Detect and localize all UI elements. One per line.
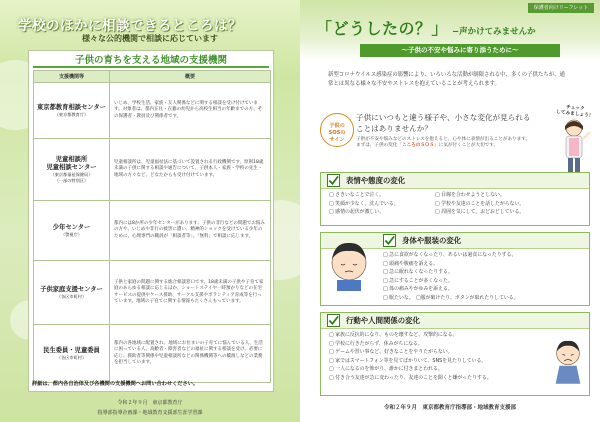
table-header-row bbox=[34, 71, 271, 83]
checklist-item bbox=[329, 341, 545, 347]
org-desc: いじめ、学校生活、家族・友人関係などに関する相談を受け付けています。対象者は、都内在住・在籍の幼児から高校生相当の年齢までの方、その保護者・教員及び関係者です。 bbox=[110, 83, 271, 139]
table-row bbox=[34, 201, 271, 261]
org-name bbox=[34, 325, 110, 383]
checklist-item-label: □ 笑顔が少なく、沈んでいる。 bbox=[329, 200, 399, 207]
checklist-item-label: □ 体の痛みやかゆみを訴える。 bbox=[383, 286, 453, 292]
org-sub: （東京都福祉保健局） （一部の特別区） bbox=[50, 171, 93, 183]
checklist-item-label: □ 学校や友達のことを話したがらない。 bbox=[435, 200, 525, 207]
table-row bbox=[34, 139, 271, 201]
org-sub: （各区市町村） bbox=[56, 293, 87, 299]
checklist-item bbox=[329, 209, 429, 215]
checklist-item bbox=[329, 201, 429, 207]
checklist-item-label: □ 学校に行きたがらず、休みがちになる。 bbox=[329, 340, 423, 347]
checklist-item bbox=[329, 332, 545, 338]
support-institutions-box bbox=[28, 50, 274, 392]
checklist-item-label: □ 急に食欲がなくなったり、あるいは過食になったりする。 bbox=[383, 252, 517, 258]
check-note: チェック してみましょう！ bbox=[555, 105, 594, 119]
card-title: 行動や人間関係の変化 bbox=[346, 316, 420, 325]
org-name bbox=[34, 261, 110, 325]
checklist bbox=[321, 189, 589, 215]
main-title-text: 「どうしたの？」 bbox=[316, 19, 449, 38]
leaflet-tag: 保護者向けリーフレット bbox=[528, 3, 594, 13]
header-org: 支援機関等 bbox=[34, 71, 110, 83]
card-behavior-relationships bbox=[320, 312, 590, 396]
left-title: 学校のほかに相談できるところは？ bbox=[18, 18, 242, 34]
checklist-item-label: □ さきいなことで泣く。 bbox=[329, 192, 384, 198]
subtitle-ribbon: 〜子供の不安や悩みに寄り添うために〜 bbox=[360, 44, 560, 57]
child-illustration bbox=[327, 239, 371, 291]
teacher-illustration bbox=[554, 116, 594, 176]
question-note-1: 子供が不安や悩みなどのストレスを抱えると、心や体に表情が出ることがあります。 bbox=[356, 137, 531, 142]
table-row bbox=[34, 325, 271, 383]
checklist-item bbox=[435, 201, 535, 207]
support-heading: 子供の育ちを支える地域の支援機関 bbox=[33, 54, 269, 68]
checklist-item bbox=[383, 269, 589, 275]
org-name bbox=[34, 83, 110, 139]
checklist-item bbox=[383, 278, 589, 284]
card-title: 身体や服装の変化 bbox=[402, 236, 462, 245]
header-overview: 概要 bbox=[110, 71, 271, 83]
org-label: 児童相談所 児童相談センター bbox=[46, 155, 97, 171]
checklist-item-label: □ 感情の起伏が激しい。 bbox=[329, 209, 385, 215]
left-subtitle: 様々な公的機関で相談に応じています bbox=[82, 34, 218, 43]
org-name bbox=[34, 201, 110, 261]
table-row bbox=[34, 83, 271, 139]
question-note bbox=[356, 137, 534, 150]
checkmark-icon bbox=[327, 314, 340, 327]
intro-text: 新型コロナウイルス感染症の影響により、いろいろな活動が制限される中、多くの子供たちが、通常とは異なる様々な不安やストレスを抱えていることが考えられます。 bbox=[328, 72, 565, 87]
card-body-clothing bbox=[320, 232, 590, 306]
org-desc: 都内には8か所の少年センターがあります。子供の非行などの問題でお悩みの方や、いじめや非行の被害に遭い、精神的ショックを受けている少年のために、心理専門の職員が「相談者等」、「無料」で相談に応じます。 bbox=[110, 201, 271, 261]
checklist-item-label: □ 付き合う友達が急に変わったり、友達のことを聞くと嫌がったりする。 bbox=[329, 374, 492, 381]
checklist-item bbox=[329, 375, 545, 381]
checkmark-icon bbox=[327, 174, 340, 187]
org-desc: 都内の各地域に配置され、地域にお住まいの子育てに悩んでいる人、生活に困っている人、高齢者・障害者などの福祉に関する相談を受け、必要に応じ、援助者等関係や児童相談所などの関係機関等への橋渡しなどの業務を担当しています。 bbox=[110, 325, 271, 383]
table-row bbox=[34, 261, 271, 325]
question-note-2b: 」に気が付くことが大切です。 bbox=[434, 143, 499, 149]
sad-child-illustration bbox=[549, 335, 587, 385]
main-title bbox=[316, 16, 536, 39]
org-desc: 子供と家庭の問題に関する総合相談窓口です。18歳未満の子供や子育て家庭のあらゆる相談に応じるほか、ショートステイや一時預かりなどの在宅サービスの提供やケース援助、サークル支援やボランティア育成等を行っています。地域の子育てに関する情報もたくさんもっています。 bbox=[110, 261, 271, 325]
checklist-item bbox=[329, 358, 545, 364]
question-note-2a: まずは、子供の変化「 bbox=[356, 143, 402, 149]
checklist-item bbox=[435, 209, 535, 215]
question-text: 子供にいつもと違う様子や、小さな変化が見られることはありませんか？ bbox=[356, 113, 531, 133]
left-date: 令和２年９月 東京都教育庁 bbox=[117, 400, 183, 406]
org-sub: （各区市町村） bbox=[56, 354, 87, 360]
support-table bbox=[33, 70, 271, 383]
checklist-item bbox=[383, 252, 589, 258]
checklist-item-label: □ ゲームや習い事など、好きなことをやりたがらない。 bbox=[329, 349, 453, 355]
checklist-item bbox=[383, 295, 589, 301]
left-department: 指導部指導企画課・地域教育支援部生涯学習課 bbox=[97, 410, 203, 416]
checklist-item-label: □ 家族に反抗的になり、ものを壊すなど、攻撃的になる。 bbox=[329, 332, 458, 338]
org-sub: （警視庁） bbox=[61, 231, 82, 237]
question-box bbox=[356, 113, 534, 165]
org-label: 少年センター bbox=[52, 223, 91, 231]
checklist-item-label: □ 一人になるのを怖がり、誰かに付きまとわれる。 bbox=[329, 366, 443, 372]
card-title: 表情や態度の変化 bbox=[346, 176, 406, 185]
card-header bbox=[321, 313, 589, 329]
checklist-item bbox=[329, 349, 545, 355]
checklist-item-label: □ 周囲を気にして、おどおどしている。 bbox=[435, 209, 525, 215]
org-sub: （東京都教育庁） bbox=[54, 111, 89, 117]
checklist-item-label: □ 頭痛や腹痛を訴える。 bbox=[383, 260, 439, 267]
card-header bbox=[321, 173, 589, 189]
checklist-item bbox=[383, 261, 589, 267]
right-date-department: 令和２年９月 東京都教育庁指導部・地域教育支援部 bbox=[383, 405, 516, 411]
checklist-item bbox=[329, 192, 429, 198]
checklist-item bbox=[329, 366, 545, 372]
sos-highlight: こころのＳＯＳ bbox=[401, 143, 435, 149]
checklist-item-label: □ 目線を合わせようとしない。 bbox=[435, 192, 505, 198]
org-label: 民生委員・児童委員 bbox=[43, 346, 100, 354]
right-panel bbox=[300, 0, 600, 422]
checklist-item-label: □ 家ではスマートフォン等を見てばかりいて、SNSを見たりしている。 bbox=[329, 357, 487, 364]
checklist-item-label: □ 眠たいな。 □服が破けたり、ボタンが取れたりしている。 bbox=[383, 294, 519, 301]
org-name bbox=[34, 139, 110, 201]
sos-badge: 子供の SOSの サイン bbox=[320, 113, 354, 147]
org-label: 東京都教育相談センター bbox=[36, 103, 106, 111]
checklist-item bbox=[383, 286, 589, 292]
left-footnote: 詳細は、都内各自治体及び各機関の支援機関へお問い合わせください。 bbox=[32, 381, 199, 387]
org-desc: 児童相談所は、児童福祉法に基づいて設置される行政機関です。原則18歳未満の子供に関する相談や通告について、子供本人・家族・学校の先生・地域の方々など、どなたからも受け付けています。 bbox=[110, 139, 271, 201]
checklist-item bbox=[435, 192, 535, 198]
checkmark-icon bbox=[383, 234, 396, 247]
checklist-item-label: □ 急に眠れなくなったりする。 bbox=[383, 269, 453, 275]
org-label: 子供家庭支援センター bbox=[40, 285, 103, 293]
checklist-item-label: □ 急にすることが多くなった。 bbox=[383, 277, 453, 284]
main-title-sub: −声かけてみませんか bbox=[452, 27, 536, 37]
card-facial-expression bbox=[320, 172, 590, 226]
